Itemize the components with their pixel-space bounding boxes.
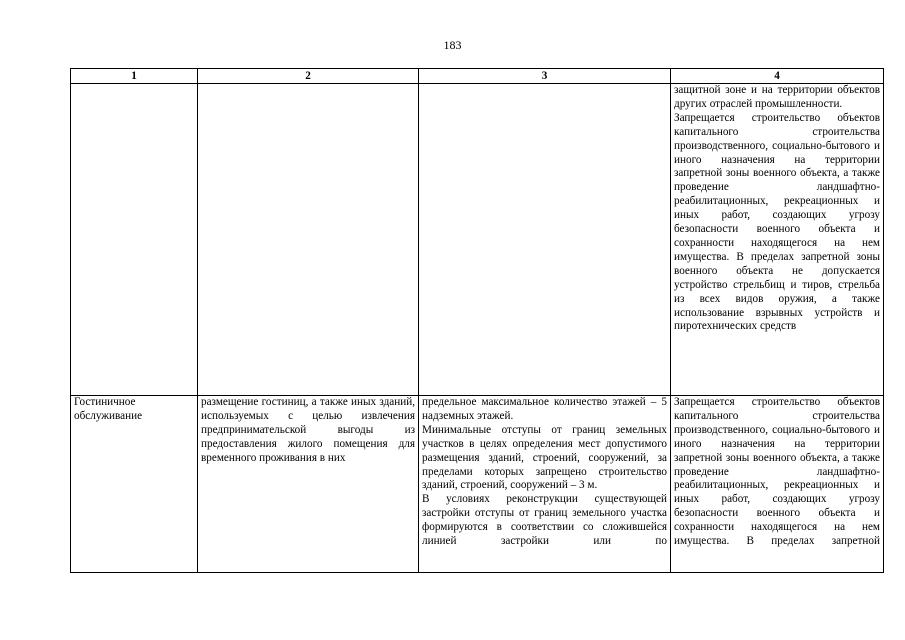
table-cell-use-description: размещение гостиниц, а также иных зданий, используемых с целью извлечения предпринимательской выгоды из предоставления жилого помещения для временного проживания в них <box>198 396 419 573</box>
table-cell-use-name <box>71 84 198 396</box>
paragraph: Минимальные отступы от границ земельных участков в целях определения мест допустимого размещения зданий, строений, сооружений, за пределами которых запрещено строительство зданий, строений, сооружений – 3 м. <box>422 423 667 492</box>
column-header-1: 1 <box>71 69 198 84</box>
table-row <box>71 396 884 573</box>
table-cell-parameters <box>419 84 671 396</box>
regulations-table <box>70 68 884 573</box>
column-header-4: 4 <box>671 69 884 84</box>
column-header-2: 2 <box>198 69 419 84</box>
table-cell-restrictions <box>671 396 884 573</box>
column-header-3: 3 <box>419 69 671 84</box>
paragraph: В условиях реконструкции существующей застройки отступы от границ земельного участка формируются в соответствии со сложившейся линией застройки или по <box>422 493 667 548</box>
table-cell-restrictions <box>671 84 884 396</box>
table-cell-parameters <box>419 396 671 573</box>
table-cell-use-name: Гостиничное обслуживание <box>71 396 198 573</box>
paragraph: Запрещается строительство объектов капитального строительства производственного, социально-бытового и иного назначения на территории запретной зоны военного объекта, а также проведение ландшафтно-реабилитационных, рекреационных и иных работ, создающих угрозу безопасности военного объекта и сохранности находящегося на нем имущества. В пределах запретной зоны военного объекта не допускается устройство стрельбищ и тиров, стрельба из всех видов оружия, а также использование взрывных устройств и пиротехнических средств <box>674 111 880 333</box>
page-number: 183 <box>443 38 462 52</box>
table-row <box>71 84 884 396</box>
table-cell-use-description <box>198 84 419 396</box>
table-header-row <box>71 69 884 84</box>
paragraph: предельное максимальное количество этажей – 5 надземных этажей. <box>422 396 667 422</box>
paragraph: защитной зоне и на территории объектов других отраслей промышленности. <box>674 84 880 110</box>
paragraph: Запрещается строительство объектов капитального строительства производственного, социально-бытового и иного назначения на территории запретной зоны военного объекта, а также проведение ландшафтно-реабилитационных, рекреационных и иных работ, создающих угрозу безопасности военного объекта и сохранности находящегося на нем имущества. В пределах запретной <box>674 396 880 548</box>
